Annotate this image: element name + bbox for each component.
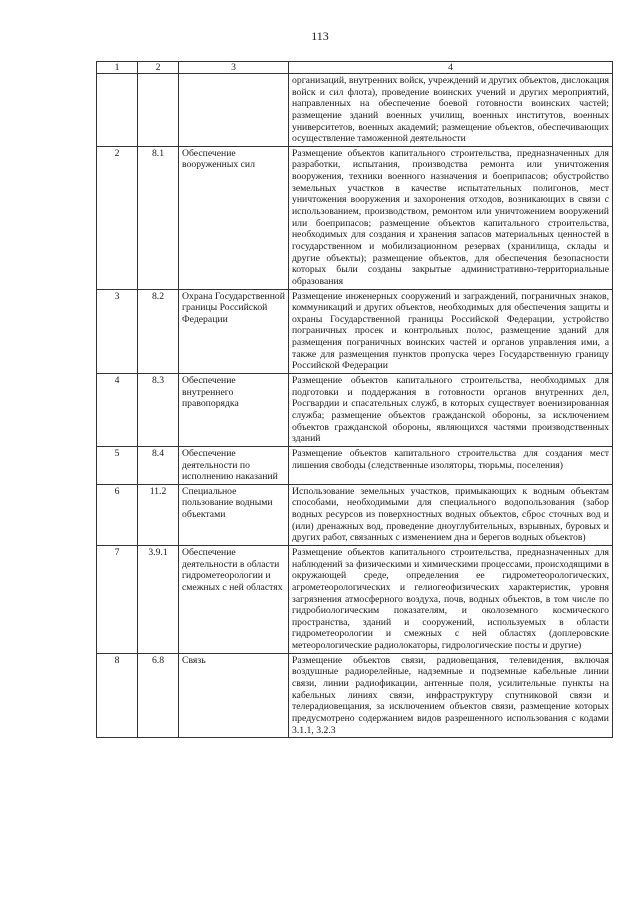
row-description: Размещение объектов капитального строительства для создания мест лишения свободы (следственные изоляторы, тюрьмы, поселения) [289, 446, 613, 484]
row-name: Обеспечение деятельности по исполнению наказаний [179, 446, 289, 484]
row-name: Охрана Государственной границы Российской Федерации [179, 289, 289, 373]
row-number: 4 [97, 374, 138, 447]
row-name [179, 74, 289, 147]
column-header: 1 [97, 62, 138, 74]
column-header: 2 [138, 62, 179, 74]
row-number: 2 [97, 146, 138, 289]
row-name: Обеспечение вооруженных сил [179, 146, 289, 289]
row-number [97, 74, 138, 147]
table-row [97, 374, 613, 447]
row-description: Размещение объектов капитального строительства, предназначенных для наблюдений за физическими и химическими процессами, происходящими в окружающей среде, определения ее гидрометеорологических, агрометеорологических и гелиогеофизических характеристик, уровня загрязнения атмосферного воздуха, почв, водных объектов, в том числе по гидробиологическим показателям, и околоземного космического пространства, зданий и сооружений, используемых в области гидрометеорологии и смежных с ней областях (доплеровские метеорологические радиолокаторы, гидрологические посты и другие) [289, 545, 613, 653]
table-row [97, 446, 613, 484]
row-code: 11.2 [138, 484, 179, 545]
table-row [97, 74, 613, 147]
row-name: Специальное пользование водными объектами [179, 484, 289, 545]
column-header: 4 [289, 62, 613, 74]
row-description: Размещение объектов капитального строительства, необходимых для подготовки и поддержания в готовности органов внутренних дел, Росгвардии и спасательных служб, в которых существует военизированная служба; размещение объектов гражданской обороны, за исключением объектов гражданской обороны, являющихся частями производственных зданий [289, 374, 613, 447]
row-code: 6.8 [138, 653, 179, 737]
table-header-row [97, 62, 613, 74]
row-code: 8.3 [138, 374, 179, 447]
row-code: 8.2 [138, 289, 179, 373]
row-number: 7 [97, 545, 138, 653]
row-name: Обеспечение деятельности в области гидрометеорологии и смежных с ней областях [179, 545, 289, 653]
row-description: Размещение объектов связи, радиовещания, телевидения, включая воздушные радиорелейные, надземные и подземные кабельные линии связи, линии радиофикации, антенные поля, усилительные пункты на кабельных линиях связи, инфраструктуру спутниковой связи и телерадиовещания, за исключением объектов связи, размещение которых предусмотрено содержанием видов разрешенного использования с кодами 3.1.1, 3.2.3 [289, 653, 613, 737]
page-number: 113 [311, 29, 329, 43]
row-code [138, 74, 179, 147]
row-code: 8.4 [138, 446, 179, 484]
row-number: 3 [97, 289, 138, 373]
table-row [97, 653, 613, 737]
row-number: 6 [97, 484, 138, 545]
table-row [97, 289, 613, 373]
row-number: 8 [97, 653, 138, 737]
table-row [97, 545, 613, 653]
row-description: Размещение объектов капитального строительства, предназначенных для разработки, испытания, производства ремонта или уничтожения вооружения, техники военного назначения и боеприпасов; обустройство земельных участков в качестве испытательных полигонов, мест уничтожения вооружения и захоронения отходов, возникающих в связи с использованием, производством, ремонтом или уничтожением вооружений или боеприпасов; размещение объектов капитального строительства, необходимых для создания и хранения запасов материальных ценностей в государственном и мобилизационном резервах (хранилища, склады и другие объекты); размещение объектов, для обеспечения безопасности которых были созданы закрытые административно-территориальные образования [289, 146, 613, 289]
row-name: Обеспечение внутреннего правопорядка [179, 374, 289, 447]
row-code: 8.1 [138, 146, 179, 289]
row-code: 3.9.1 [138, 545, 179, 653]
land-use-table [96, 61, 613, 738]
row-description: организаций, внутренних войск, учреждений и других объектов, дислокация войск и сил флота), проведение воинских учений и других мероприятий, направленных на обеспечение боевой готовности воинских частей; размещение зданий военных училищ, военных институтов, военных университетов, военных академий; размещение объектов, обеспечивающих осуществление таможенной деятельности [289, 74, 613, 147]
row-description: Размещение инженерных сооружений и заграждений, пограничных знаков, коммуникаций и других объектов, необходимых для обеспечения защиты и охраны Государственной границы Российской Федерации, устройство пограничных просек и контрольных полос, размещение зданий для размещения пограничных воинских частей и органов управления ими, а также для размещения пунктов пропуска через Государственную границу Российской Федерации [289, 289, 613, 373]
table-row [97, 484, 613, 545]
row-number: 5 [97, 446, 138, 484]
table-row [97, 146, 613, 289]
row-name: Связь [179, 653, 289, 737]
row-description: Использование земельных участков, примыкающих к водным объектам способами, необходимыми для специального водопользования (забор водных ресурсов из поверхностных водных объектов, сброс сточных вод и (или) дренажных вод, проведение дноуглубительных, взрывных, буровых и других работ, связанных с изменением дна и берегов водных объектов) [289, 484, 613, 545]
column-header: 3 [179, 62, 289, 74]
